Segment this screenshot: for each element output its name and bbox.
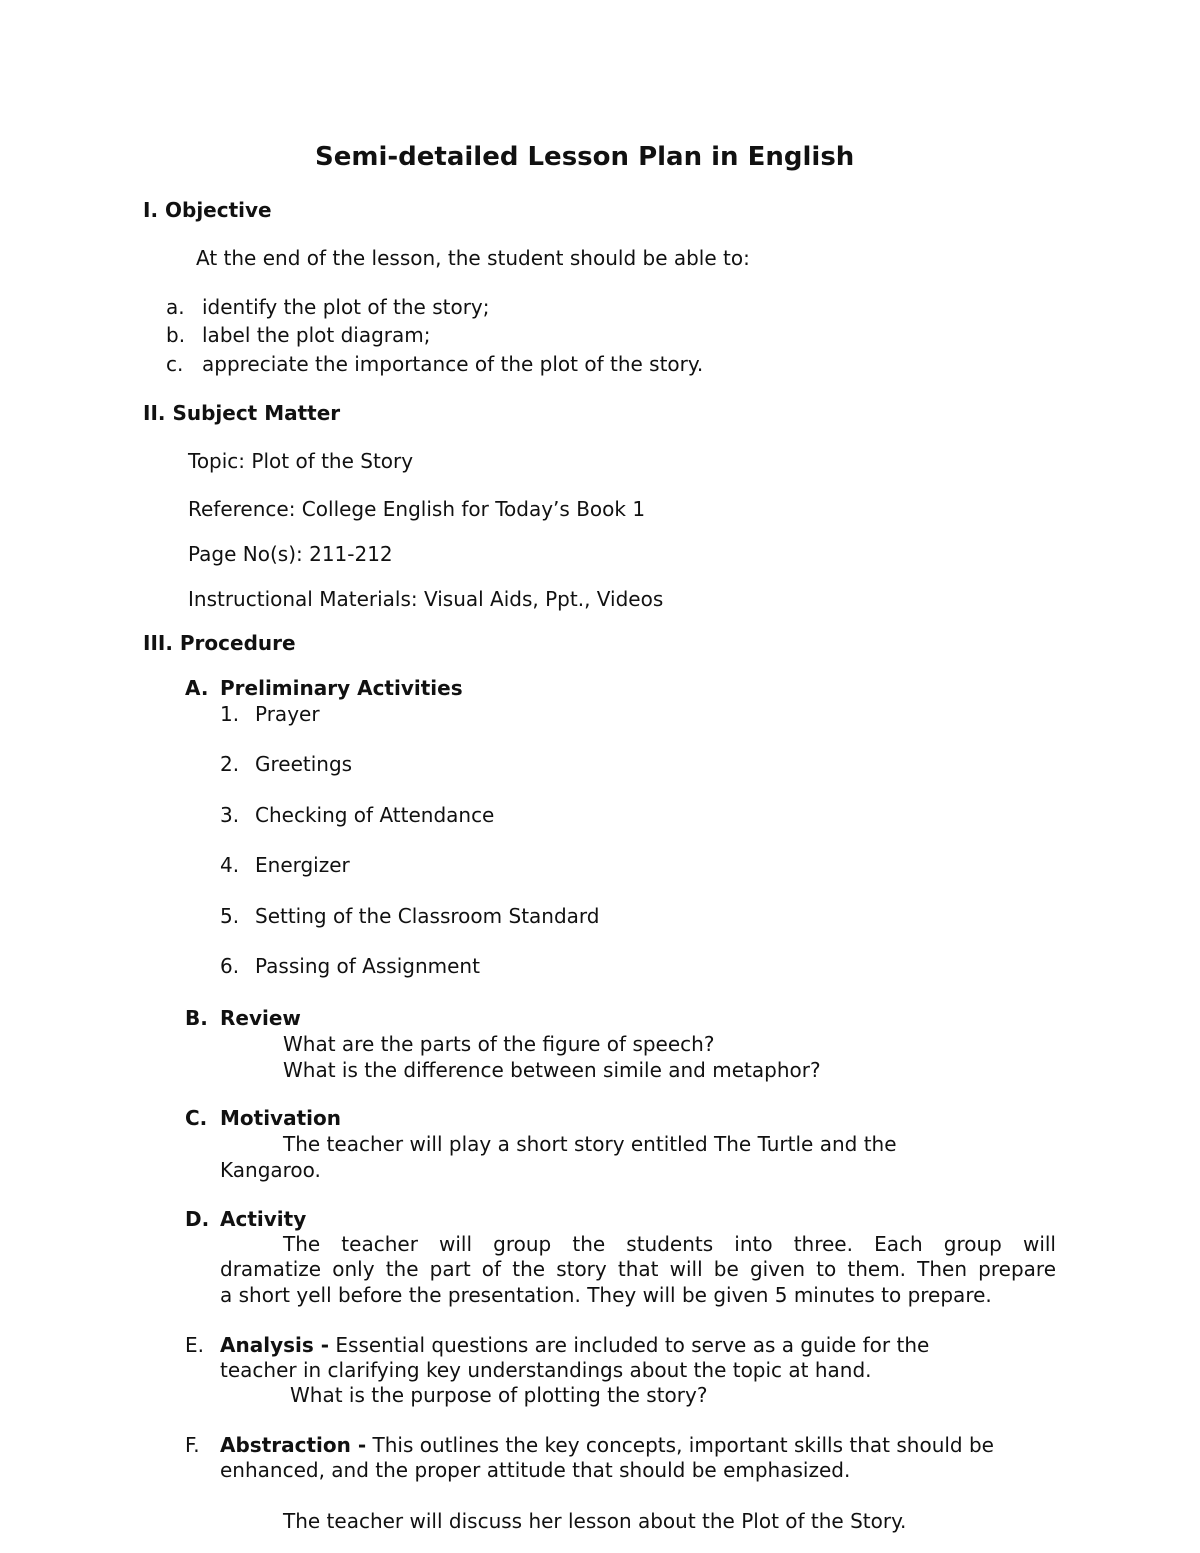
analysis-text-line-1: Essential questions are included to serve as a guide for the xyxy=(329,1333,930,1357)
objective-item-marker-a: a. xyxy=(166,295,185,319)
analysis-marker: E. xyxy=(185,1333,204,1357)
preliminary-item-marker-2: 2. xyxy=(220,752,240,776)
objective-intro: At the end of the lesson, the student should be able to: xyxy=(196,246,750,270)
objective-item-a: identify the plot of the story; xyxy=(202,295,490,319)
analysis-heading: Analysis - xyxy=(220,1333,330,1357)
preliminary-item-4: Energizer xyxy=(255,853,350,877)
objective-heading: I. Objective xyxy=(143,198,272,222)
motivation-text-line-1: The teacher will play a short story entitled The Turtle and the xyxy=(283,1132,897,1156)
activity-text-line-3: a short yell before the presentation. They will be given 5 minutes to prepare. xyxy=(220,1283,992,1307)
analysis-question: What is the purpose of plotting the story? xyxy=(290,1383,708,1407)
activity-text-line-2: dramatize only the part of the story that will be given to them. Then prepare xyxy=(220,1257,1056,1281)
objective-item-marker-b: b. xyxy=(166,323,186,347)
preliminary-item-1: Prayer xyxy=(255,702,320,726)
preliminary-item-marker-6: 6. xyxy=(220,954,240,978)
preliminary-item-3: Checking of Attendance xyxy=(255,803,495,827)
preliminary-item-marker-3: 3. xyxy=(220,803,240,827)
analysis-text-line-2: teacher in clarifying key understandings about the topic at hand. xyxy=(220,1358,872,1382)
review-marker: B. xyxy=(185,1006,208,1030)
activity-heading: Activity xyxy=(220,1207,307,1231)
subject-materials: Instructional Materials: Visual Aids, Ppt., Videos xyxy=(188,587,664,611)
subject-pages: Page No(s): 211-212 xyxy=(188,542,393,566)
review-question-2: What is the difference between simile and metaphor? xyxy=(283,1058,821,1082)
objective-item-marker-c: c. xyxy=(166,352,184,376)
activity-text-line-1: The teacher will group the students into three. Each group will xyxy=(283,1232,1056,1256)
abstraction-line-1-wrap xyxy=(220,1432,994,1458)
analysis-line-1-wrap xyxy=(220,1332,929,1358)
objective-item-c: appreciate the importance of the plot of the story. xyxy=(202,352,704,376)
preliminary-item-6: Passing of Assignment xyxy=(255,954,480,978)
subject-matter-heading: II. Subject Matter xyxy=(143,401,341,425)
activity-text-line-2-wrap xyxy=(220,1257,1056,1282)
preliminary-heading: Preliminary Activities xyxy=(220,676,463,700)
activity-text-line-1-wrap xyxy=(283,1232,1056,1257)
preliminary-marker: A. xyxy=(185,676,209,700)
review-heading: Review xyxy=(220,1006,301,1030)
motivation-marker: C. xyxy=(185,1106,208,1130)
subject-reference: Reference: College English for Today’s Book 1 xyxy=(188,497,646,521)
abstraction-closing: The teacher will discuss her lesson about the Plot of the Story. xyxy=(283,1509,907,1533)
preliminary-item-marker-1: 1. xyxy=(220,702,240,726)
activity-marker: D. xyxy=(185,1207,210,1231)
review-question-1: What are the parts of the figure of speech? xyxy=(283,1032,715,1056)
abstraction-heading: Abstraction - xyxy=(220,1433,367,1457)
abstraction-marker: F. xyxy=(185,1433,200,1457)
preliminary-item-5: Setting of the Classroom Standard xyxy=(255,904,600,928)
document-title: Semi-detailed Lesson Plan in English xyxy=(315,142,855,172)
procedure-heading: III. Procedure xyxy=(143,631,296,655)
preliminary-item-2: Greetings xyxy=(255,752,353,776)
motivation-heading: Motivation xyxy=(220,1106,341,1130)
abstraction-text-line-1: This outlines the key concepts, important skills that should be xyxy=(366,1433,994,1457)
subject-topic: Topic: Plot of the Story xyxy=(188,449,414,473)
motivation-text-line-2: Kangaroo. xyxy=(220,1158,321,1182)
preliminary-item-marker-5: 5. xyxy=(220,904,240,928)
preliminary-item-marker-4: 4. xyxy=(220,853,240,877)
objective-item-b: label the plot diagram; xyxy=(202,323,431,347)
abstraction-text-line-2: enhanced, and the proper attitude that should be emphasized. xyxy=(220,1458,851,1482)
